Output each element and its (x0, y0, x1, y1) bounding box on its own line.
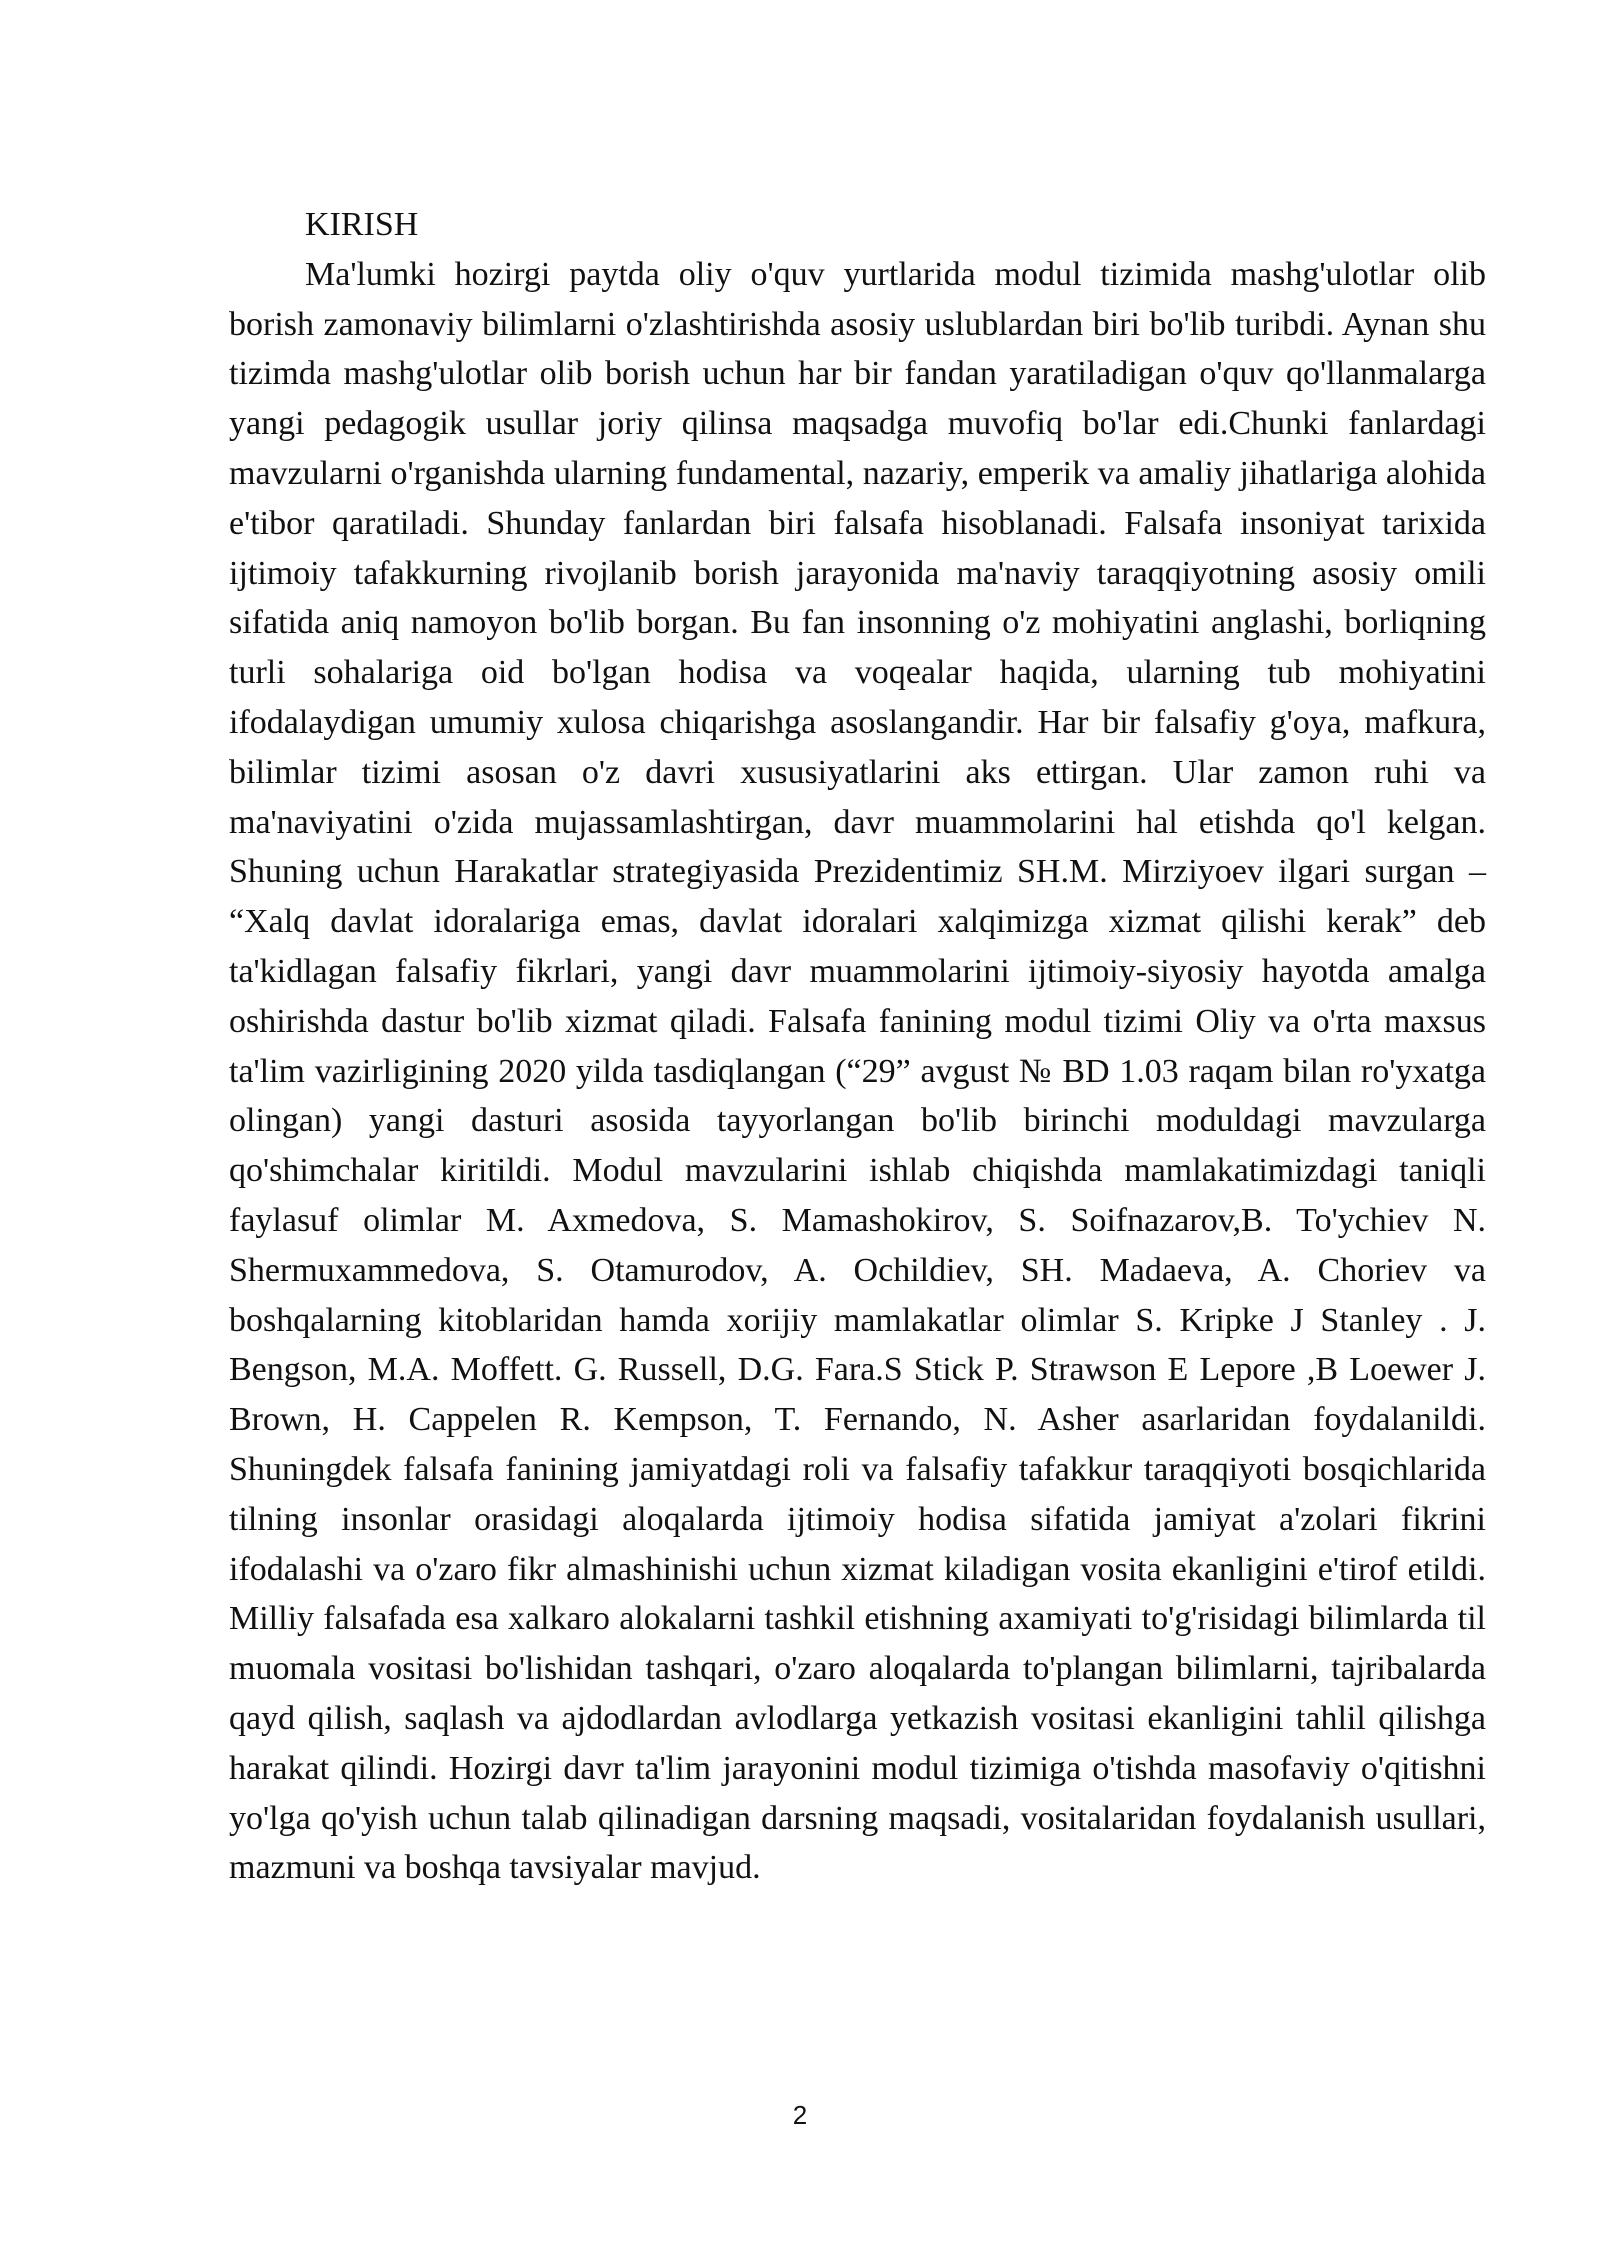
body-paragraph: Ma'lumki hozirgi paytda oliy o'quv yurtlarida modul tizimida mashg'ulotlar olib borish zamonaviy bilimlarni o'zlashtirishda asosiy uslublardan biri bo'lib turibdi. Aynan shu tizimda mashg'ulotlar olib borish uchun har bir fandan yaratiladigan o'quv qo'llanmalarga yangi pedagogik usullar joriy qilinsa maqsadga muvofiq bo'lar edi.Chunki fanlardagi mavzularni o'rganishda ularning fundamental, nazariy, emperik va amaliy jihatlariga alohida e'tibor qaratiladi. Shunday fanlardan biri falsafa hisoblanadi. Falsafa insoniyat tarixida ijtimoiy tafakkurning rivojlanib borish jarayonida ma'naviy taraqqiyotning asosiy omili sifatida aniq namoyon bo'lib borgan. Bu fan insonning o'z mohiyatini anglashi, borliqning turli sohalariga oid bo'lgan hodisa va voqealar haqida, ularning tub mohiyatini ifodalaydigan umumiy xulosa chiqarishga asoslangandir. Har bir falsafiy g'oya, mafkura, bilimlar tizimi asosan o'z davri xususiyatlarini aks ettirgan. Ular zamon ruhi va ma'naviyatini o'zida mujassamlashtirgan, davr muammolarini hal etishda qo'l kelgan. Shuning uchun Harakatlar strategiyasida Prezidentimiz SH.M. Mirziyoev ilgari surgan – “Xalq davlat idoralariga emas, davlat idoralari xalqimizga xizmat qilishi kerak” deb ta'kidlagan falsafiy fikrlari, yangi davr muammolarini ijtimoiy-siyosiy hayotda amalga oshirishda dastur bo'lib xizmat qiladi. Falsafa fanining modul tizimi Oliy va o'rta maxsus ta'lim vazirligining 2020 yilda tasdiqlangan (“29” avgust № BD 1.03 raqam bilan ro'yxatga olingan) yangi dasturi asosida tayyorlangan bo'lib birinchi moduldagi mavzularga qo'shimchalar kiritildi. Modul mavzularini ishlab chiqishda mamlakatimizdagi taniqli faylasuf olimlar M. Axmedova, S. Mamashokirov, S. Soifnazarov,B. To'ychiev N. Shermuxammedova, S. Otamurodov, A. Ochildiev, SH. Madaeva, A. Choriev va boshqalarning kitoblaridan hamda xorijiy mamlakatlar olimlar S. Kripke J Stanley . J. Bengson, M.A. Moffett. G. Russell, D.G. Fara.S Stick P. Strawson E Lepore ,B Loewer J. Brown, H. Cappelen R. Kempson, T. Fernando, N. Asher asarlaridan foydalanildi. Shuningdek falsafa fanining jamiyatdagi roli va falsafiy tafakkur taraqqiyoti bosqichlarida tilning insonlar orasidagi aloqalarda ijtimoiy hodisa sifatida jamiyat a'zolari fikrini ifodalashi va o'zaro fikr almashinishi uchun xizmat kiladigan vosita ekanligini e'tirof etildi. Milliy falsafada esa xalkaro alokalarni tashkil etishning axamiyati to'g'risidagi bilimlarda til muomala vositasi bo'lishidan tashqari, o'zaro aloqalarda to'plangan bilimlarni, tajribalarda qayd qilish, saqlash va ajdodlardan avlodlarga yetkazish vositasi ekanligini tahlil qilishga harakat qilindi. Hozirgi davr ta'lim jarayonini modul tizimiga o'tishda masofaviy o'qitishni yo'lga qo'yish uchun talab qilinadigan darsning maqsadi, vositalaridan foydalanish usullari, mazmuni va boshqa tavsiyalar mavjud. (229, 255, 1486, 1887)
section-heading: KIRISH (305, 206, 419, 243)
page-number: 2 (792, 2100, 808, 2130)
page-content (229, 200, 1486, 1893)
